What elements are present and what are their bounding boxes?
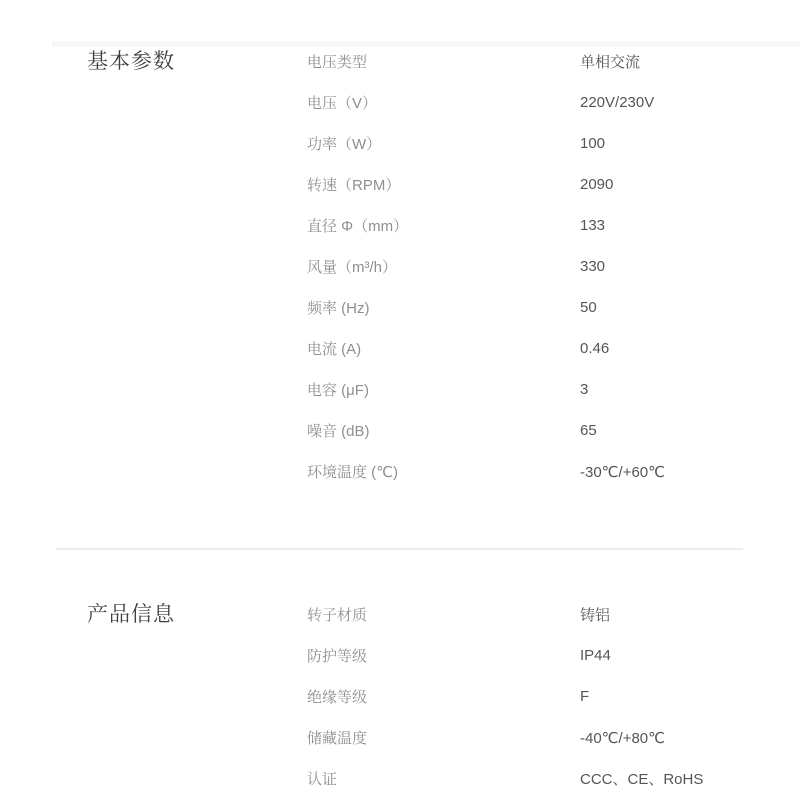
spec-label: 转子材质 [307, 607, 368, 624]
spec-label: 环境温度 (℃) [307, 464, 399, 481]
spec-rows [307, 41, 800, 492]
spec-value: 3 [580, 381, 589, 398]
spec-label: 噪音 (dB) [307, 423, 370, 440]
spec-label: 风量（m³/h） [307, 259, 398, 276]
spec-row [307, 758, 800, 799]
spec-value: 铸铝 [580, 607, 611, 624]
spec-value: 0.46 [580, 340, 610, 357]
spec-row [307, 594, 800, 635]
spec-row [307, 246, 800, 287]
section-title: 基本参数 [87, 50, 175, 73]
spec-value: 单相交流 [580, 54, 641, 71]
spec-label: 电压类型 [307, 54, 368, 71]
previous-block-edge [52, 41, 800, 47]
spec-label: 绝缘等级 [307, 689, 368, 706]
spec-label: 功率（W） [307, 136, 382, 153]
spec-row [307, 717, 800, 758]
spec-label: 直径 Φ（mm） [307, 218, 409, 235]
spec-label: 电压（V） [307, 95, 378, 112]
spec-row [307, 205, 800, 246]
section-divider [56, 548, 743, 550]
section-title: 产品信息 [87, 603, 175, 626]
spec-value: F [580, 688, 590, 705]
spec-label: 防护等级 [307, 648, 368, 665]
spec-row [307, 410, 800, 451]
section-basic-parameters [0, 41, 800, 492]
spec-rows [307, 594, 800, 799]
spec-row [307, 123, 800, 164]
spec-value: 330 [580, 258, 606, 275]
spec-value: 50 [580, 299, 597, 316]
spec-label: 频率 (Hz) [307, 300, 370, 317]
spec-row [307, 164, 800, 205]
section-product-info [0, 594, 800, 799]
spec-value: 220V/230V [580, 94, 655, 111]
spec-value: 2090 [580, 176, 614, 193]
spec-row [307, 41, 800, 82]
spec-label: 转速（RPM） [307, 177, 401, 194]
spec-row [307, 82, 800, 123]
spec-value: 133 [580, 217, 606, 234]
spec-row [307, 328, 800, 369]
spec-label: 认证 [307, 771, 338, 788]
spec-label: 电容 (μF) [307, 382, 369, 399]
spec-value: 100 [580, 135, 606, 152]
spec-value: -30℃/+60℃ [580, 463, 665, 481]
spec-row [307, 676, 800, 717]
spec-label: 电流 (A) [307, 341, 362, 358]
spec-row [307, 635, 800, 676]
spec-row [307, 451, 800, 492]
spec-row [307, 369, 800, 410]
spec-value: -40℃/+80℃ [580, 729, 665, 747]
spec-row [307, 287, 800, 328]
spec-label: 储藏温度 [307, 730, 368, 747]
spec-value: CCC、CE、RoHS [580, 771, 704, 788]
spec-value: 65 [580, 422, 597, 439]
spec-value: IP44 [580, 647, 611, 664]
